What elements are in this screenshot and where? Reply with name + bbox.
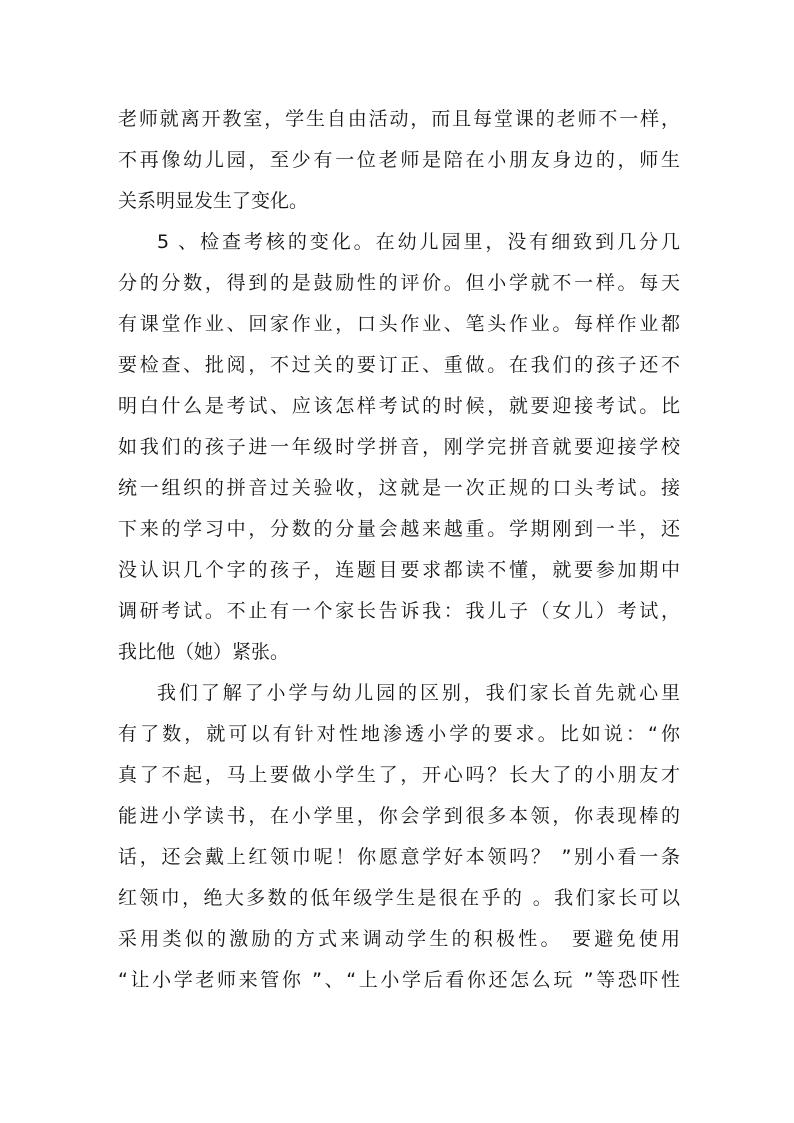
text-line-6: 有课堂作业、回家作业，口头作业、笔头作业。每样作业都 [118, 313, 680, 335]
text-line-16: 有了数，就可以有针对性地渗透小学的要求。比如说：“你 [118, 723, 680, 745]
text-line-5: 分的分数，得到的是鼓励性的评价。但小学就不一样。每天 [118, 272, 680, 294]
text-line-21: 采用类似的激励的方式来调动学生的积极性。 要避免使用 [118, 928, 680, 950]
text-line-8: 明白什么是考试、应该怎样考试的时候，就要迎接考试。比 [118, 395, 680, 417]
text-line-10: 统一组织的拼音过关验收，这就是一次正规的口头考试。接 [118, 477, 680, 499]
text-line-7: 要检查、批阅，不过关的要订正、重做。在我们的孩子还不 [118, 354, 680, 376]
text-line-15: 我们了解了小学与幼儿园的区别，我们家长首先就心里 [157, 682, 680, 704]
text-line-20: 红领巾，绝大多数的低年级学生是很在乎的 。我们家长可以 [118, 887, 680, 909]
text-line-19: 话，还会戴上红领巾呢！你愿意学好本领吗？ ”别小看一条 [118, 846, 680, 868]
text-line-22: “让小学老师来管你 ”、“上小学后看你还怎么玩 ”等恐吓性 [118, 969, 680, 991]
text-line-4: 5 、检查考核的变化。在幼儿园里，没有细致到几分几 [157, 231, 680, 253]
text-line-1: 老师就离开教室，学生自由活动，而且每堂课的老师不一样， [118, 108, 680, 130]
text-line-2: 不再像幼儿园，至少有一位老师是陪在小朋友身边的，师生 [118, 149, 680, 171]
text-line-3: 关系明显发生了变化。 [118, 190, 309, 212]
text-line-11: 下来的学习中，分数的分量会越来越重。学期刚到一半，还 [118, 518, 680, 540]
text-line-12: 没认识几个字的孩子，连题目要求都读不懂，就要参加期中 [118, 559, 680, 581]
text-line-13: 调研考试。不止有一个家长告诉我：我儿子（女儿）考试， [118, 600, 680, 622]
text-line-17: 真了不起，马上要做小学生了，开心吗？长大了的小朋友才 [118, 764, 680, 786]
text-line-14: 我比他（她）紧张。 [118, 641, 290, 663]
text-line-18: 能进小学读书，在小学里，你会学到很多本领，你表现棒的 [118, 805, 680, 827]
text-line-9: 如我们的孩子进一年级时学拼音，刚学完拼音就要迎接学校 [118, 436, 680, 458]
